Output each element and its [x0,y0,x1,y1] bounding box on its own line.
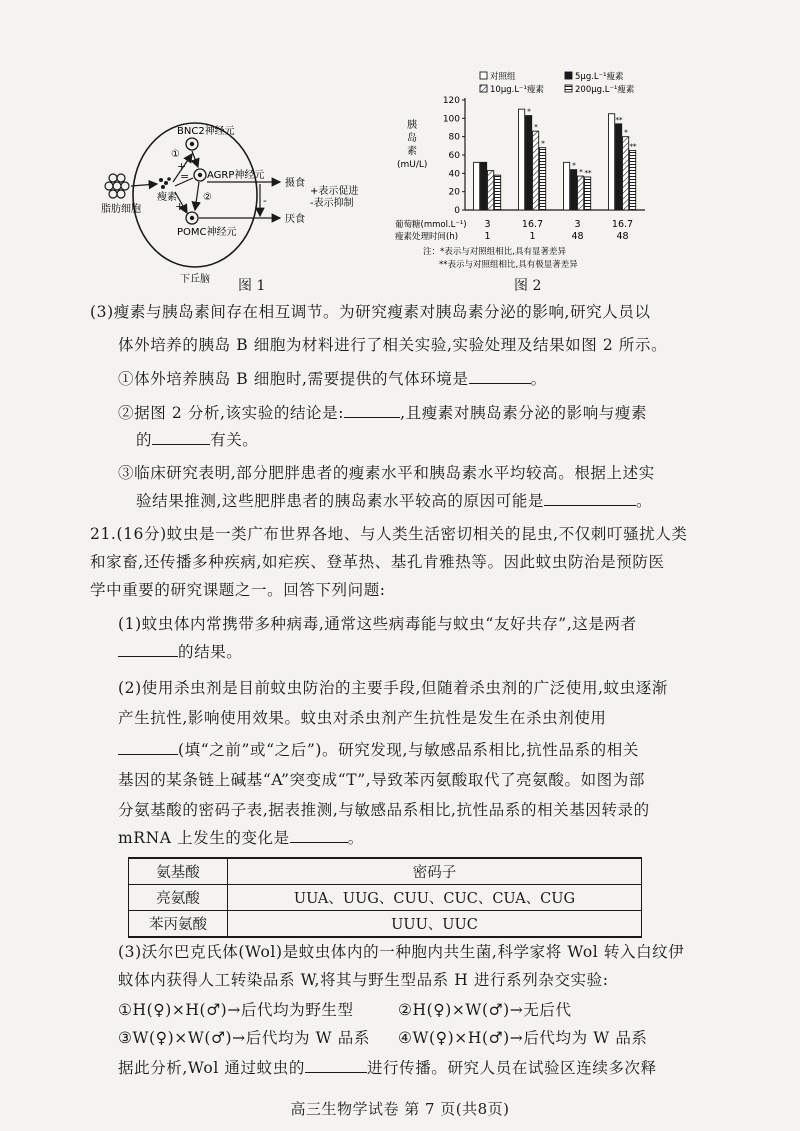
q3-sub2-text-b: ,且瘦素对胰岛素分泌的影响与瘦素 [400,404,648,422]
svg-text:+: + [175,200,185,213]
significance-marker: ** [615,116,623,125]
svg-text:-: - [263,194,267,207]
leptin-label: 瘦素 [157,192,177,203]
q21-p2-end: 。 [347,829,364,847]
legend-promote: +表示促进 [310,186,359,197]
q3-sub2-text-d: 有关。 [210,431,259,449]
y-tick-label: 40 [448,169,460,180]
note-1: 注：*表示与对照组相比,具有显著差异 [423,247,566,257]
answer-blank[interactable] [290,828,348,843]
table-cell: UUU、UUC [228,911,642,938]
q3-sub1-text: ①体外培养胰岛 B 细胞时,需要提供的气体环境是 [118,370,469,388]
row1-value: 3 [484,219,491,230]
bar [623,137,629,210]
q21-p1-text: 的结果。 [178,643,243,661]
q21-p2-line3 [118,738,798,760]
q21-p3-line2: 蚊体内获得人工转染品系 W,将其与野生型品系 H 进行系列杂交实验: [118,971,609,989]
row2-value: 48 [616,231,629,242]
y-tick-label: 80 [448,132,460,143]
q21-p2-line2: 产生抗性,影响使用效果。蚊虫对杀虫剂产生抗性是发生在杀虫剂使用 [118,709,607,727]
anorexia-label: 厌食 [285,214,305,225]
legend-label: 10μg.L⁻¹瘦素 [490,85,544,95]
legend-label: 对照组 [490,72,516,82]
legend-label: 200μg.L⁻¹瘦素 [575,85,635,95]
leptin-dots-icon [159,177,171,189]
q3-sub3-end: 。 [636,492,653,510]
ylabel-char-2: 岛 [407,133,417,144]
q21-p1-line2 [118,640,798,662]
q3-sub3-line2 [136,489,800,511]
row2-value: 1 [529,231,536,242]
table-header-row [129,858,642,885]
answer-blank[interactable] [344,403,400,418]
ylabel-unit: (mU/L) [397,160,428,170]
q21-p2-text-f: mRNA 上发生的变化是 [118,829,290,847]
q21-p2-line1: (2)使用杀虫剂是目前蚊虫防治的主要手段,但随着杀虫剂的广泛使用,蚊虫逐渐 [118,679,669,697]
q3-sub2-text-c: 的 [136,431,153,449]
table-cell: 苯丙氨酸 [129,911,228,938]
q3-intro-line1: (3)瘦素与胰岛素间存在相互调节。为研究瘦素对胰岛素分泌的影响,研究人员以 [90,303,651,321]
table-row [129,911,642,938]
table-cell: UUA、UUG、CUU、CUC、CUA、CUG [228,885,642,911]
significance-marker: * [541,140,545,149]
bar [609,114,615,210]
bar [533,131,539,210]
significance-marker: * [534,123,538,132]
significance-marker: * [527,108,531,117]
table-cell: 亮氨酸 [129,885,228,911]
q21-p1-line1: (1)蚊虫体内常携带多种病毒,通常这些病毒能与蚊虫“友好共存”,这是两者 [118,615,637,633]
bnc2-label: BNC2神经元 [177,126,235,137]
page-footer: 高三生物学试卷 第 7 页(共8页) [290,1100,510,1118]
table-header: 氨基酸 [129,858,228,885]
y-tick-label: 100 [442,114,460,125]
hypothalamus-label: 下丘脑 [180,274,210,285]
legend-swatch [565,85,572,92]
y-tick-label: 120 [442,96,460,106]
answer-blank[interactable] [305,1058,367,1073]
fat-cell-icon [105,174,129,198]
y-tick-label: 0 [454,206,460,216]
significance-marker: ** [629,142,637,151]
answer-blank[interactable] [118,642,178,657]
note-2: **表示与对照组相比,具有极显著差异 [439,260,578,270]
legend-inhibit: -表示抑制 [310,198,354,209]
y-tick-label: 20 [448,187,460,198]
significance-marker: ** [584,169,592,178]
bar [519,109,525,210]
figure-2-chart [395,70,655,280]
significance-marker: * [624,129,628,138]
answer-blank[interactable] [544,491,636,506]
bar [616,124,622,210]
bar [564,162,570,210]
q3-sub2-cont [136,428,800,450]
ylabel-char-3: 素 [407,146,417,157]
q3-sub3-text: 验结果推测,这些肥胖患者的胰岛素水平较高的原因可能是 [136,492,545,510]
table-header: 密码子 [228,858,642,885]
q3-sub1-end: 。 [530,370,547,388]
svg-text:=: = [180,170,190,183]
bar [630,150,636,210]
q3-sub1 [118,367,798,389]
legend-swatch [480,72,487,79]
feeding-label: 摄食 [285,178,305,189]
table-row [129,885,642,911]
answer-blank[interactable] [469,369,531,384]
bar [578,176,584,210]
q21-p3-line1: (3)沃尔巴克氏体(Wol)是蚊虫体内的一种胞内共生菌,科学家将 Wol 转入白纹伊 [118,943,685,961]
agrp-label: AGRP神经元 [207,170,265,181]
significance-marker: * [572,162,576,171]
q21-p3-text-c: 据此分析,Wol 通过蚊虫的 [118,1059,305,1077]
fat-cell-label: 脂肪细胞 [101,204,141,215]
cross-1: ①H(♀)×H(♂)→后代均为野生型 [118,1001,354,1019]
answer-blank[interactable] [118,740,178,755]
q21-p3-line3 [118,1056,798,1078]
q3-intro-line2: 体外培养的胰岛 B 细胞为材料进行了相关实验,实验处理及结果如图 2 所示。 [118,336,668,354]
bar [481,162,487,210]
bar [585,177,591,210]
q21-line2: 和家畜,还传播多种疾病,如疟疾、登革热、基孔肯雅热等。因此蚊虫防治是预防医 [90,553,665,571]
bar [488,171,494,210]
q21-p2-line5: 分氨基酸的密码子表,据表推测,与敏感品系相比,抗性品系的相关基因转录的 [118,801,650,819]
legend-label: 5μg.L⁻¹瘦素 [575,72,624,82]
row1-value: 16.7 [611,219,634,230]
figure-1-diagram [95,100,395,290]
figure-2-label: 图 2 [514,278,542,294]
q21-p2-line4: 基因的某条链上碱基“A”突变成“T”,导致苯丙氨酸取代了亮氨酸。如图为部 [118,771,645,789]
row2-value: 1 [484,231,491,242]
pomc-label: POMC神经元 [177,227,237,238]
circle-label-1: ① [171,149,180,160]
bar [474,162,480,210]
bar [571,170,577,210]
row2-label: 瘦素处理时间(h) [395,232,459,242]
legend-swatch [565,72,572,79]
q3-sub3-line1: ③临床研究表明,部分肥胖患者的瘦素水平和胰岛素水平均较高。根据上述实 [118,464,655,482]
ylabel-char-1: 胰 [407,120,417,131]
bar [526,116,532,210]
row2-value: 48 [571,231,584,242]
significance-marker: * [579,168,583,177]
row1-label: 葡萄糖(mmol.L⁻¹) [395,220,467,230]
bar [540,148,546,210]
svg-text:+: + [177,160,187,173]
row1-value: 16.7 [521,219,544,230]
q3-sub2-text-a: ②据图 2 分析,该实验的结论是: [118,404,345,422]
cross-2: ②H(♀)×W(♂)→无后代 [398,1001,572,1019]
q21-p3-text-d: 进行传播。研究人员在试验区连续多次释 [366,1059,657,1077]
legend-swatch [480,85,487,92]
q21-p2-text-c: (填“之前”或“之后”)。研究发现,与敏感品系相比,抗性品系的相关 [178,741,639,759]
q21-p2-line6 [118,826,798,848]
q21-line3: 学中重要的研究课题之一。回答下列问题: [90,581,386,599]
y-tick-label: 60 [448,151,460,161]
answer-blank[interactable] [152,430,210,445]
cross-4: ④W(♀)×H(♂)→后代均为 W 品系 [398,1029,648,1047]
bar [495,175,501,210]
q3-sub2 [118,401,798,423]
circle-label-2: ② [203,192,212,203]
hypothalamus-circle [133,123,257,267]
cross-3: ③W(♀)×W(♂)→后代均为 W 品系 [118,1029,370,1047]
q21-line1: 21.(16分)蚊虫是一类广布世界各地、与人类生活密切相关的昆虫,不仅刺叮骚扰人类 [90,525,688,543]
codon-table [128,857,642,938]
figure-1-label: 图 1 [238,278,266,294]
row1-value: 3 [574,219,581,230]
